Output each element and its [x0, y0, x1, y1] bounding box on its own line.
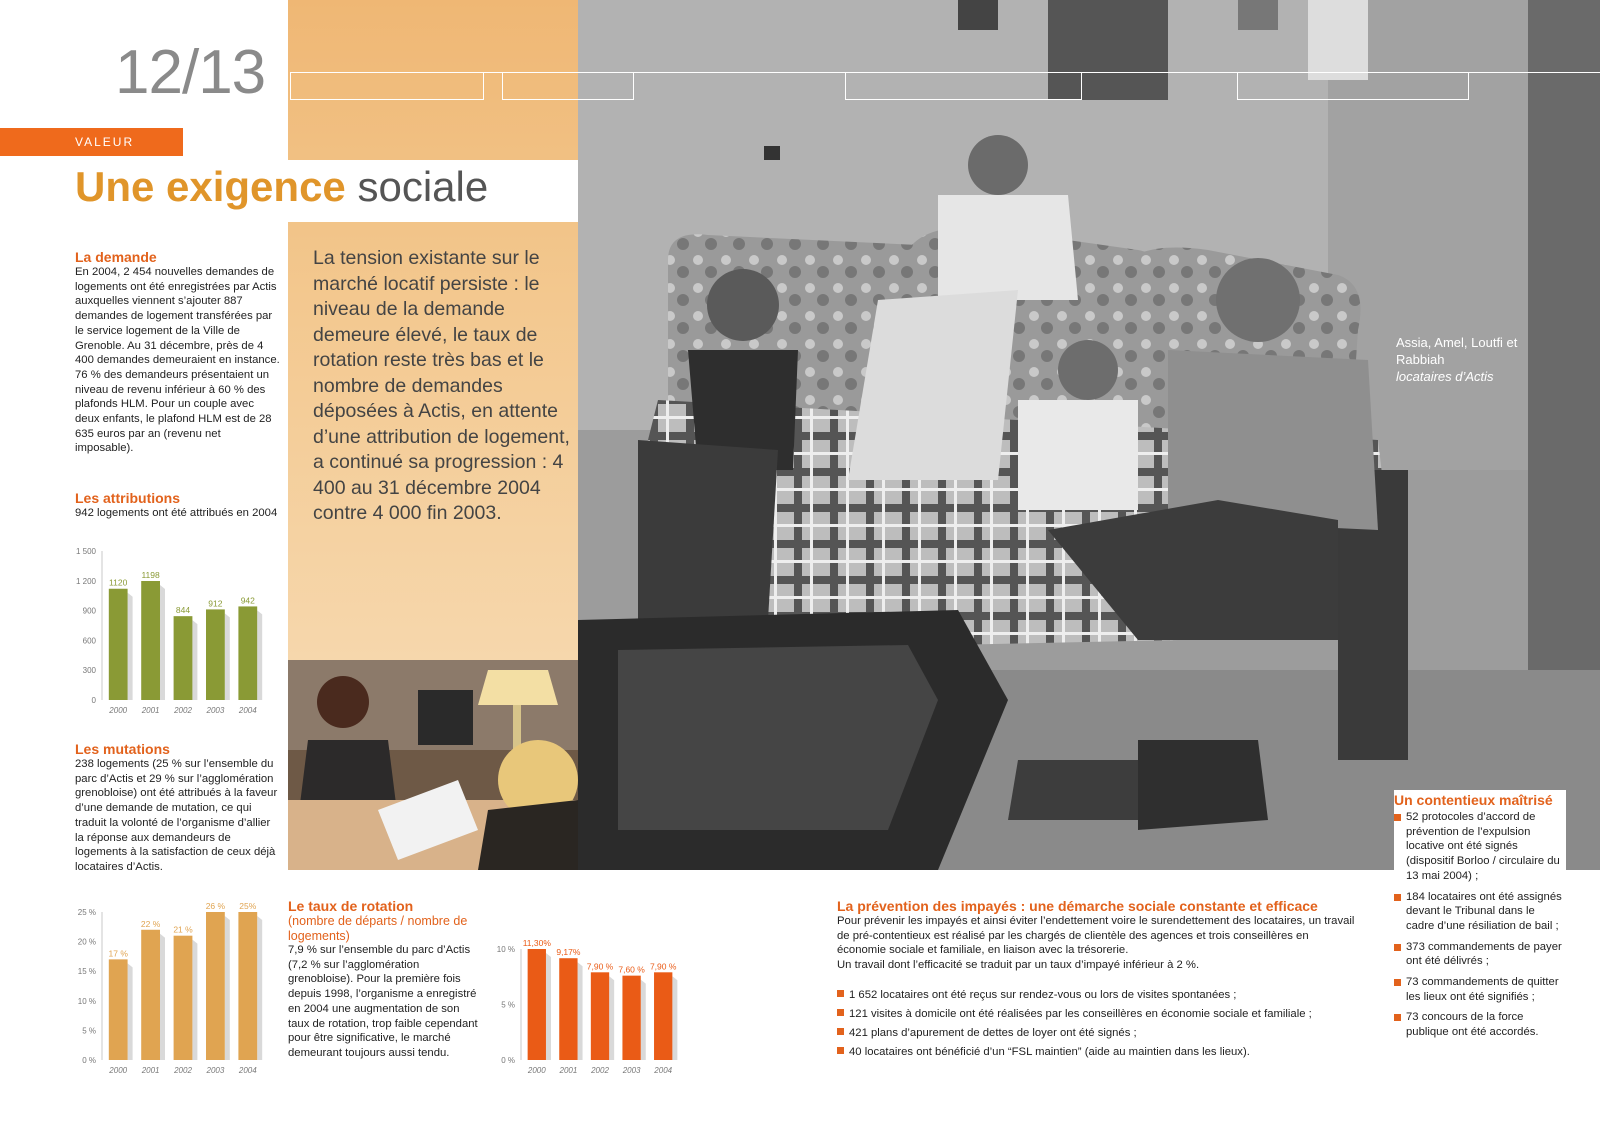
- rotation-subtitle: (nombre de départs / nombre de logements): [288, 914, 468, 943]
- rotation-section: [288, 898, 483, 1061]
- bar: [559, 958, 577, 1060]
- bar-shadow: [225, 916, 230, 1060]
- mutations-section: [75, 741, 280, 875]
- x-tick-label: 2000: [109, 706, 128, 715]
- rotation-title: Le taux de rotation: [288, 898, 414, 914]
- contentieux-section: [1394, 790, 1566, 1040]
- bar-shadow: [546, 953, 551, 1060]
- list-item: 421 plans d’apurement de dettes de loyer ont été signés ;: [837, 1024, 1357, 1043]
- decorative-box: [845, 72, 1082, 100]
- prevention-list: [837, 986, 1357, 1062]
- y-tick-label: 0 %: [82, 1056, 96, 1065]
- bar-shadow: [578, 962, 583, 1060]
- bar: [591, 972, 609, 1060]
- bar-shadow: [257, 610, 262, 700]
- x-tick-label: 2004: [238, 1066, 257, 1075]
- x-tick-label: 2000: [109, 1066, 128, 1075]
- y-tick-label: 25 %: [77, 908, 96, 917]
- y-tick-label: 15 %: [77, 967, 96, 977]
- bar-value-label: 17 %: [108, 948, 128, 959]
- bar: [174, 936, 193, 1060]
- bar-value-label: 9,17%: [556, 947, 581, 958]
- bar: [109, 589, 128, 700]
- page-title: [75, 163, 489, 210]
- family-photo: [578, 0, 1600, 870]
- intro-paragraph: La tension existante sur le marché locatif persiste : le niveau de la demande demeure élevé, le taux de rotation reste très bas et le nombre de demandes déposées à Actis, en attente d’une attribution de logement, a continué sa progression : 4 400 au 31 décembre 2004 contre 4 000 fin 2003.: [313, 247, 570, 524]
- mutations-text: 238 logements (25 % sur l’ensemble du parc d’Actis et 29 % sur l’agglomération grenobloise) ont été attribués à la faveur d’une demande de mutation, ce qui traduit la volonté de l’organisme d’allier la réponse aux demandeurs de logements à la satisfaction de ceux déjà locataires d’Actis.: [75, 758, 278, 873]
- y-tick-label: 10 %: [77, 996, 96, 1006]
- demande-title: La demande: [75, 249, 157, 265]
- list-item: 73 commandements de quitter les lieux ont été signifiés ;: [1394, 975, 1566, 1004]
- decorative-box: [502, 72, 634, 100]
- mutations-title: Les mutations: [75, 741, 170, 757]
- bar: [528, 949, 546, 1060]
- bar-value-label: 942: [240, 595, 255, 606]
- y-tick-label: 0: [91, 696, 96, 705]
- prevention-title: La prévention des impayés : une démarche sociale constante et efficace: [837, 898, 1318, 914]
- y-tick-label: 1 200: [75, 576, 96, 586]
- bar: [109, 959, 128, 1060]
- y-tick-label: 600: [82, 636, 96, 646]
- bar: [622, 976, 640, 1060]
- rotation-chart: [495, 935, 685, 1080]
- x-tick-label: 2002: [591, 1066, 609, 1075]
- bar-value-label: 21 %: [173, 924, 193, 935]
- page-title-part1: Une exigence: [75, 163, 346, 210]
- bar-value-label: 7,90 %: [586, 961, 614, 972]
- rotation-text: 7,9 % sur l’ensemble du parc d’Actis (7,2 % sur l’agglomération grenobloise). Pour la première fois depuis 1998, l’organisme a enregistré en 2004 une augmentation de son taux de rotation, trop faible cependant pour être significative, le marché demeurant toujours aussi tendu.: [288, 944, 478, 1059]
- y-tick-label: 5 %: [82, 1026, 96, 1036]
- photo-caption: [1396, 334, 1526, 385]
- attributions-section: [75, 490, 280, 521]
- x-tick-label: 2003: [206, 706, 225, 715]
- bar-value-label: 25%: [239, 901, 257, 911]
- bar-shadow: [192, 940, 197, 1060]
- y-tick-label: 300: [82, 666, 96, 676]
- bar: [654, 972, 672, 1060]
- bar-value-label: 1120: [109, 577, 128, 588]
- prevention-section: [837, 898, 1357, 1062]
- bar-value-label: 26 %: [205, 901, 226, 911]
- bar-shadow: [641, 980, 646, 1060]
- x-tick-label: 2002: [174, 1066, 192, 1075]
- bar-value-label: 7,90 %: [649, 961, 677, 972]
- x-tick-label: 2001: [141, 1066, 160, 1075]
- y-tick-label: 0 %: [501, 1056, 515, 1065]
- x-tick-label: 2004: [654, 1066, 673, 1075]
- y-tick-label: 20 %: [77, 937, 96, 947]
- x-tick-label: 2001: [559, 1066, 578, 1075]
- y-tick-label: 900: [82, 606, 96, 616]
- mutations-chart: [70, 900, 270, 1080]
- caption-role: locataires d’Actis: [1396, 369, 1494, 384]
- bar: [206, 609, 225, 700]
- bar-value-label: 912: [208, 598, 223, 609]
- bar-value-label: 22 %: [140, 918, 161, 929]
- bar-shadow: [192, 620, 197, 700]
- bar-value-label: 7,60 %: [618, 964, 645, 975]
- list-item: 1 652 locataires ont été reçus sur rendez-vous ou lors de visites spontanées ;: [837, 986, 1357, 1005]
- bar-shadow: [609, 976, 614, 1060]
- list-item: 121 visites à domicile ont été réalisées par les conseillères en économie sociale et familiale ;: [837, 1005, 1357, 1024]
- x-tick-label: 2000: [527, 1066, 546, 1075]
- page-number: 12/13: [115, 38, 266, 107]
- page-title-part2: sociale: [357, 163, 489, 210]
- bar-shadow: [128, 963, 133, 1060]
- x-tick-label: 2003: [206, 1066, 225, 1075]
- x-tick-label: 2001: [141, 706, 160, 715]
- list-item: 184 locataires ont été assignés devant le Tribunal dans le cadre d’une résiliation de bail ;: [1394, 890, 1566, 934]
- bar: [238, 912, 257, 1060]
- bar-shadow: [225, 613, 230, 700]
- bar-shadow: [672, 976, 677, 1060]
- section-tag-label: VALEUR: [75, 135, 135, 149]
- attributions-title: Les attributions: [75, 490, 181, 506]
- decorative-box: [1237, 72, 1469, 100]
- x-tick-label: 2004: [238, 706, 257, 715]
- bar-shadow: [128, 593, 133, 700]
- bar: [238, 606, 257, 700]
- bar-value-label: 11,30%: [522, 938, 551, 948]
- demande-section: [75, 249, 280, 456]
- y-tick-label: 10 %: [496, 945, 515, 954]
- bar: [174, 616, 193, 700]
- demande-text: En 2004, 2 454 nouvelles demandes de logements ont été enregistrées par Actis auxquelles viennent s’ajouter 887 demandes de logement transférées par le service logement de la Ville de Grenoble. Au 31 décembre, près de 4 400 demandes demeuraient en instance. 76 % des demandeurs présentaient un niveau de revenu inférieur à 60 % des plafonds HLM. Pour un couple avec deux enfants, le plafond HLM est de 28 635 euros par an (revenu net imposable).: [75, 266, 280, 455]
- bar-value-label: 1198: [141, 569, 160, 580]
- bar-shadow: [160, 585, 165, 700]
- bar-value-label: 844: [175, 605, 191, 616]
- y-tick-label: 5 %: [501, 1000, 515, 1010]
- attributions-chart: [70, 545, 270, 720]
- decorative-box: [290, 72, 484, 100]
- list-item: 40 locataires ont bénéficié d’un “FSL maintien” (aide au maintien dans les lieux).: [837, 1043, 1357, 1062]
- contentieux-list: [1394, 810, 1566, 1040]
- list-item: 52 protocoles d’accord de prévention de l’expulsion locative ont été signés (dispositif Borloo / circulaire du 13 mai 2004) ;: [1394, 810, 1566, 884]
- list-item: 73 concours de la force publique ont été accordés.: [1394, 1010, 1566, 1039]
- x-tick-label: 2002: [174, 706, 192, 715]
- contentieux-title: Un contentieux maîtrisé: [1394, 792, 1553, 808]
- list-item: 373 commandements de payer ont été délivrés ;: [1394, 940, 1566, 969]
- caption-names: Assia, Amel, Loutfi et Rabbiah: [1396, 335, 1518, 367]
- section-tag: [0, 128, 183, 156]
- bar: [141, 581, 160, 700]
- attributions-text: 942 logements ont été attribués en 2004: [75, 507, 278, 519]
- bar-shadow: [257, 916, 262, 1060]
- bar: [206, 912, 225, 1060]
- prevention-text: Pour prévenir les impayés et ainsi éviter l’endettement voire le surendettement des locataires, un travail de pré-contentieux est réalisé par les chargés de clientèle des agences et trois conseillères en économie sociale et familiale, en liaison avec la trésorerie.: [837, 915, 1355, 957]
- y-tick-label: 1 500: [75, 547, 96, 556]
- bar-shadow: [160, 934, 165, 1060]
- office-photo: [288, 660, 578, 870]
- bar: [141, 930, 160, 1060]
- prevention-text2: Un travail dont l’efficacité se traduit par un taux d’impayé inférieur à 2 %.: [837, 959, 1200, 972]
- x-tick-label: 2003: [622, 1066, 641, 1075]
